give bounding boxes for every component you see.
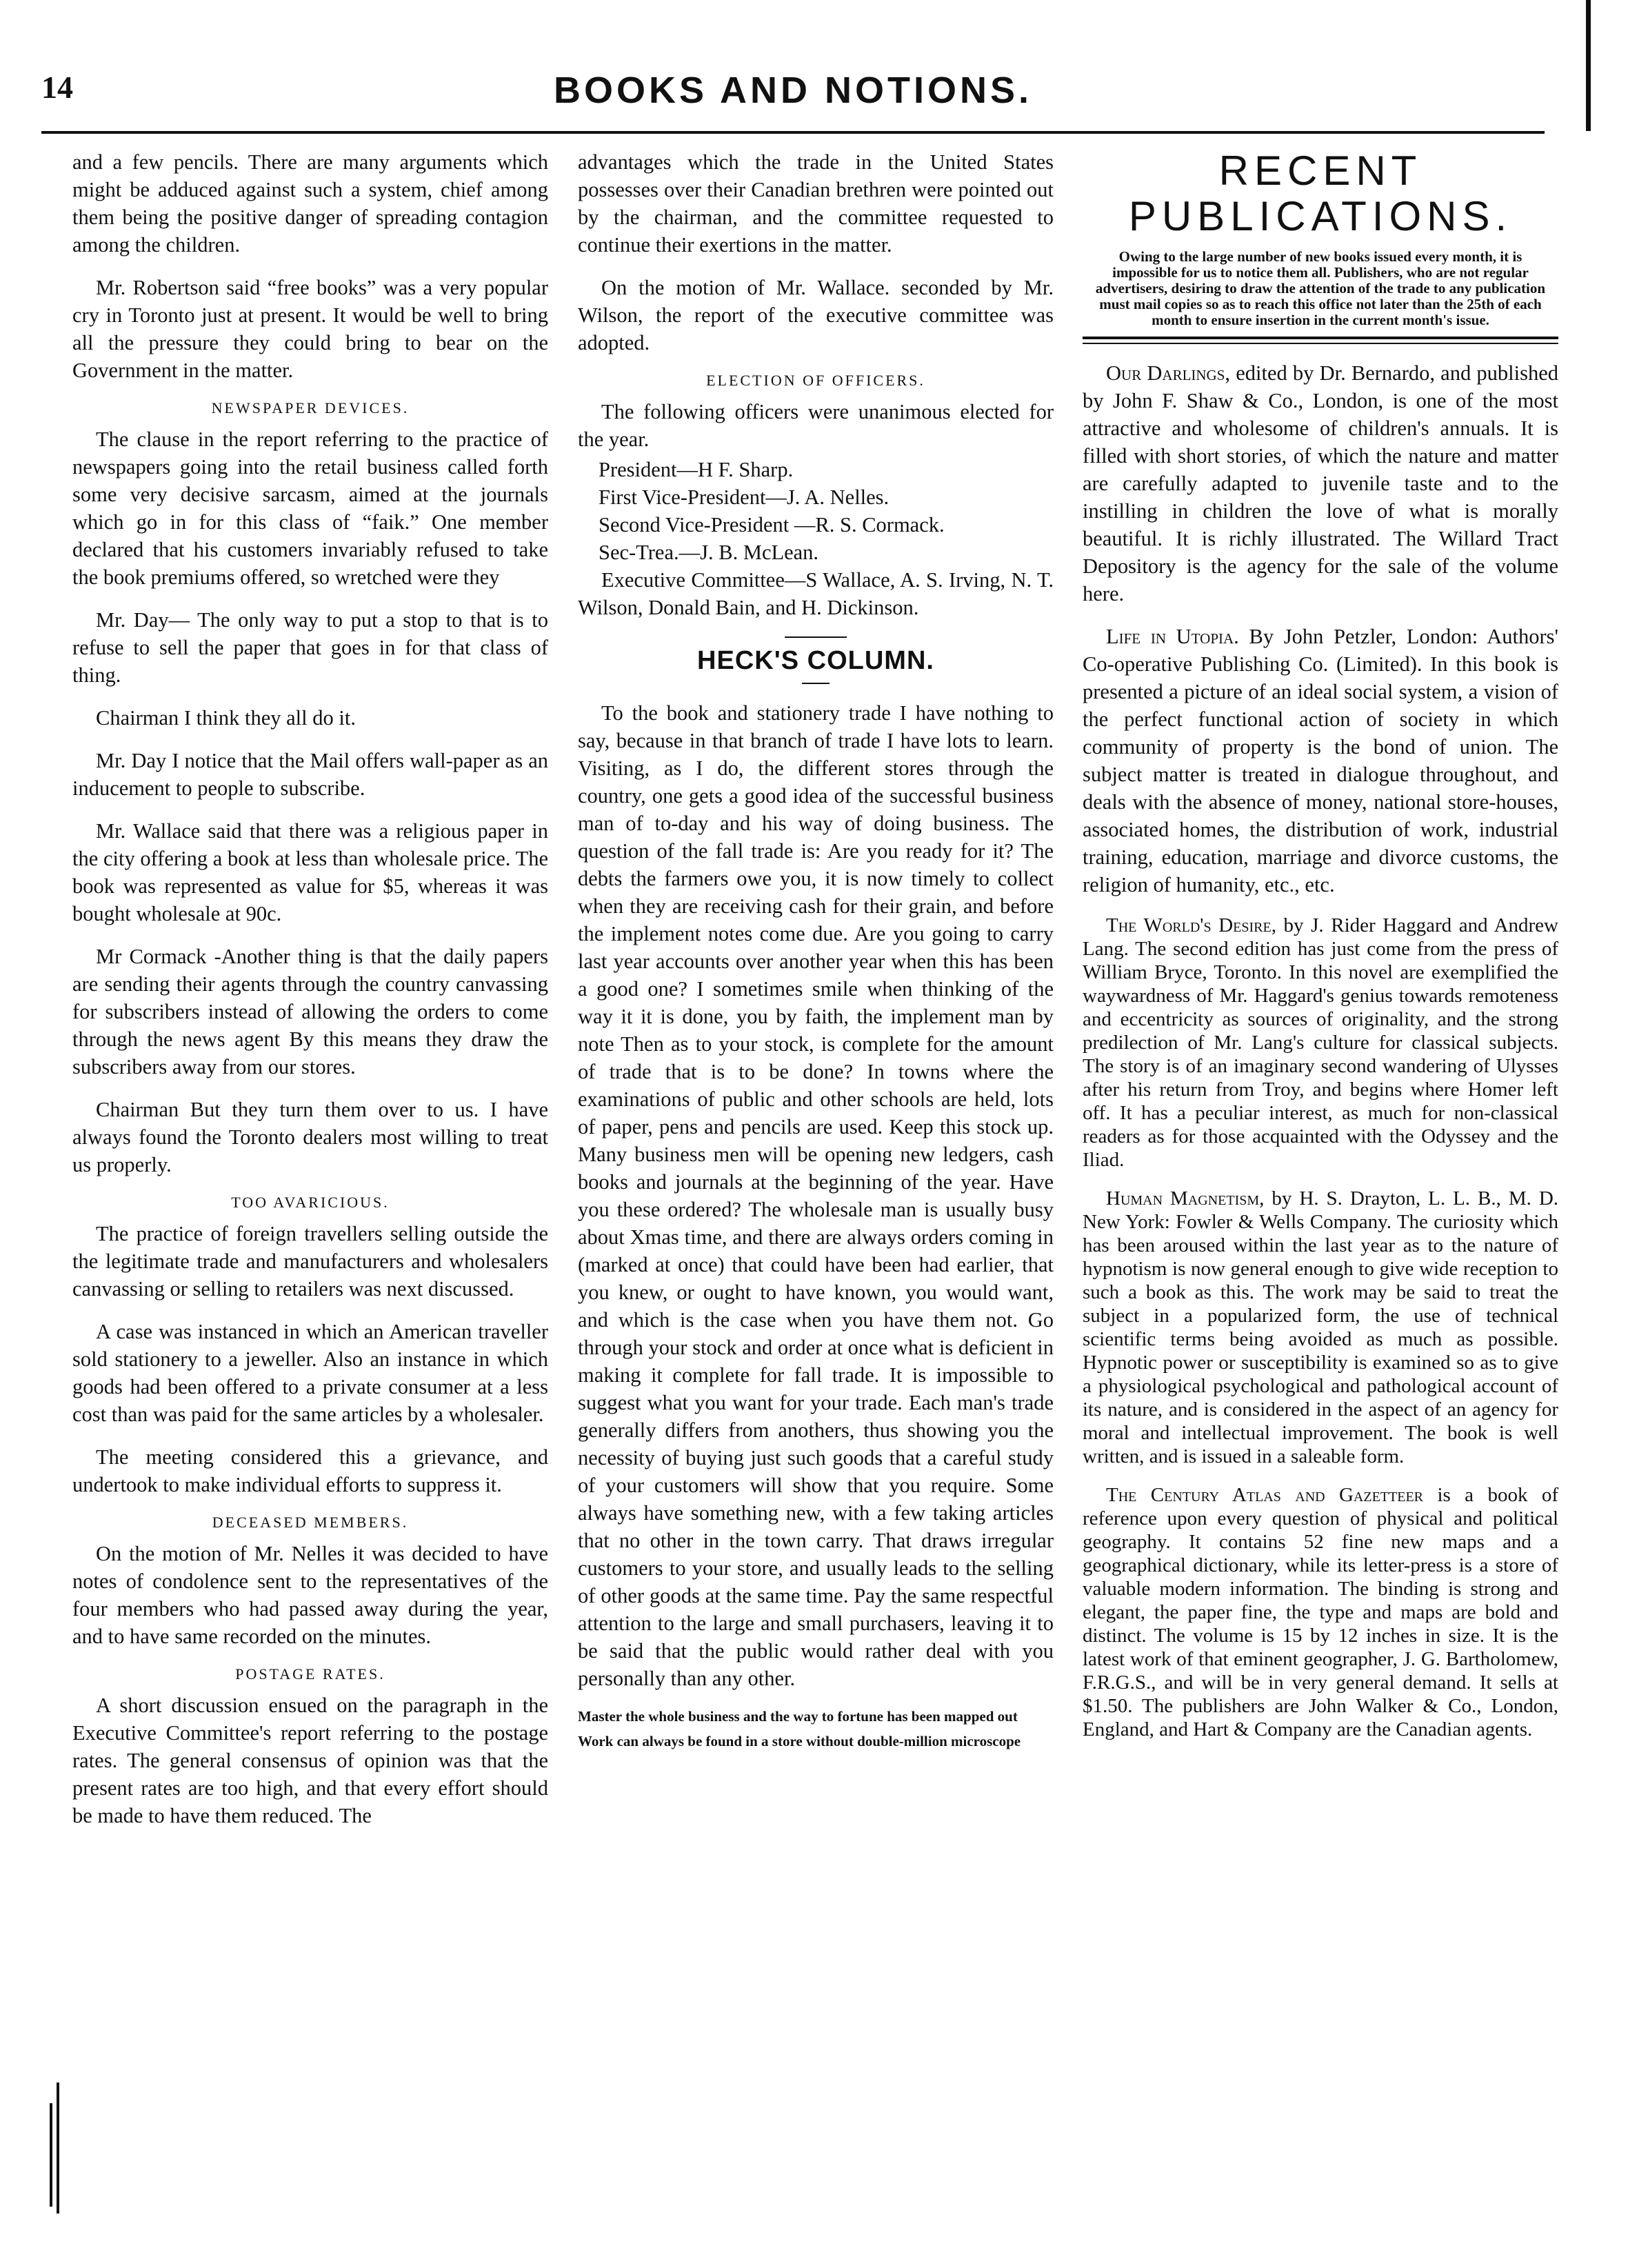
paragraph: Mr Cormack -Another thing is that the daily papers are sending their agents through the country canvassing for subscribers instead of allowing the orders to come through the news agent By this means they draw the subscribers away from our stores. [72,945,548,1078]
hecks-column-title: HECK'S COLUMN. [697,646,934,675]
review-our-darlings [1083,359,1558,608]
review-body: by J. Rider Haggard and Andrew Lang. The second edition has just come from the press of William Bryce, Toronto. In this novel are exemplified the waywardness of Mr. Haggard's genius towards remoteness and eccentricity as sources of originality, and the strong predilection of Mr. Lang's culture for classical subjects. The story is of an imaginary second wandering of Ulysses after his return from Troy, and begins where Homer left off. It has a peculiar interest, as much for non-classical readers as for those acquainted with the Odyssey and the Iliad. [1083,914,1558,1171]
paragraph: Mr. Wallace said that there was a religious paper in the city offering a book at less than wholesale price. The book was represented as value for $5, whereas it was bought wholesale at 90c. [72,819,548,925]
review-life-in-utopia [1083,623,1558,899]
section-title: PUBLICATIONS. [1128,193,1513,239]
review-title: Human Magnetism, [1106,1187,1265,1210]
paragraph: On the motion of Mr. Nelles it was decided to have notes of condolence sent to the representatives of the four members who had passed away during the year, and to have same recorded on the minutes. [72,1542,548,1648]
review-century-atlas [1083,1483,1558,1741]
paragraph: Mr. Robertson said “free books” was a very popular cry in Toronto just at present. It would be well to bring all the pressure they could bring to bear on the Government in the matter. [72,276,548,382]
column-1 [72,148,548,1845]
paragraph: Chairman But they turn them over to us. I have always found the Toronto dealers most willing to treat us properly. [72,1098,548,1176]
page-edge-mark [1586,0,1591,131]
paragraph: Chairman I think they all do it. [96,706,356,730]
paragraph: A case was instanced in which an American traveller sold stationery to a jeweller. Also an instance in which goods had been offered to a private consumer at a less cost than was paid for the same articles by a wholesaler. [72,1320,548,1426]
review-body: edited by Dr. Bernardo, and published by John F. Shaw & Co., London, is one of the most attractive and wholesome of children's annuals. It is filled with short stories, of which the nature and matter are carefully adapted to juvenile taste and to the instilling in children the love of what is morally beautiful. It is richly illustrated. The Willard Tract Depository is the agency for the sale of the volume here. [1083,361,1558,605]
subheading-deceased-members: DECEASED MEMBERS. [212,1514,409,1531]
review-worlds-desire [1083,914,1558,1172]
review-title: The Century Atlas and Gazetteer [1106,1484,1424,1506]
paragraph: Mr. Day I notice that the Mail offers wall-paper as an inducement to people to subscribe. [72,749,548,800]
review-title: Life in Utopia. [1106,625,1239,648]
paragraph: Mr. Day— The only way to put a stop to that is to refuse to sell the paper that goes in for that class of thing. [72,608,548,687]
subheading-postage-rates: POSTAGE RATES. [235,1665,385,1683]
officer-line: Sec-Trea.—J. B. McLean. [599,541,819,564]
officer-line: First Vice-President—J. A. Nelles. [599,485,890,509]
review-title: The World's Desire, [1106,914,1276,936]
paragraph: To the book and stationery trade I have nothing to say, because in that branch of trade I have lots to learn. Visiting, as I do, the different stores through the country, one gets a good idea of the successful business man of to-day and his way of doing business. The question of the fall trade is: Are you ready for it? The debts the farmers owe you, it is now timely to collect when they are receiving cash for their grain, and before the implement notes come due. Are you going to carry last year accounts over another year when this has been a good one? I sometimes smile when thinking of the way it it is done, you by faith, the implement man by note Then as to your stock, is complete for the amount of trade that is to be done? In towns where the examinations of public and other schools are held, lots of paper, pens and pencils are used. Keep this stock up. Many business men will be opening new ledgers, cash books and journals at the beginning of the year. Have you these ordered? The wholesale man is usually busy about Xmas time, and there are always orders coming in (marked at once) that could have been had earlier, that you knew, or ought to have known, you would want, and which is the case when you have them not. Go through your stock and order at once what is deficient in making it complete for fall trade. It is impossible to suggest what you want for your trade. Each man's trade generally differs from anothers, thus showing you the necessity of buying just such goods that a careful study of your customers will show that you require. Some always have something new, with a few taking articles that no other in the town carry. That draws irregular customers to your store, and usually leads to the selling of other goods at the same time. Pay the same respectful attention to the large and small purchasers, leaving it to be said that the public would rather deal with you personally than any other. [578,701,1054,1690]
subheading-election-of-officers: ELECTION OF OFFICERS. [706,372,925,389]
margin-mark [50,2103,52,2207]
filler-note: Master the whole business and the way to fortune has been mapped out [578,1708,1018,1725]
page-header [41,69,1545,124]
running-title: BOOKS AND NOTIONS. [553,70,1033,111]
section-title: RECENT [1218,148,1423,194]
header-rule [41,131,1545,134]
paragraph: The practice of foreign travellers selling outside the the legitimate trade and manufacturers and wholesalers canvassing or selling to retailers was next discussed. [72,1222,548,1301]
paragraph: On the motion of Mr. Wallace. seconded by Mr. Wilson, the report of the executive committee was adopted. [578,276,1054,354]
paragraph: The following officers were unanimous elected for the year. [578,400,1054,451]
margin-mark [57,2083,59,2214]
column-2 [578,148,1054,1754]
paragraph: The clause in the report referring to the practice of newspapers going into the retail business called forth some very decisive sarcasm, aimed at the journals which go in for this class of “faik.” One member declared that his customers invariably refused to take the book premiums offered, so wretched were they [72,428,548,589]
subheading-newspaper-devices: NEWSPAPER DEVICES. [211,399,410,417]
review-body: by H. S. Drayton, L. L. B., M. D. New York: Fowler & Wells Company. The curiosity which has been aroused within the last year as to the nature of hypnotism is now general enough to give wide reception to such a book as this. The work may be said to treat the subject in a popularized form, the use of technical scientific terms being avoided as much as possible. Hypnotic power or susceptibility is examined so as to give a physiological psychological and pathological account of its nature, and is considered in the aspect of an agency for moral and intellectual improvement. The book is well written, and is issued in a saleable form. [1083,1187,1559,1467]
publisher-notice: Owing to the large number of new books issued every month, it is impossible for us to notice them all. Publishers, who are not regular advertisers, desiring to draw the attention of the trade to any publication must mail copies so as to reach this office not later than the 25th of each month to ensure insertion in the current month's issue. [1095,248,1546,328]
officer-line: Second Vice-President —R. S. Cormack. [599,513,945,536]
review-body: By John Petzler, London: Authors' Co-operative Publishing Co. (Limited). In this book is presented a picture of an ideal social system, a vision of the perfect functional action of society in which community of property is the bond of union. The subject matter is treated in dialogue throughout, and deals with the absence of money, national store-houses, associated homes, the distribution of work, industrial training, education, marriage and divorce customs, the religion of humanity, etc., etc. [1083,625,1558,896]
section-rule [802,683,830,684]
column-3 [1083,148,1558,1756]
review-human-magnetism [1083,1187,1558,1468]
paragraph: The meeting considered this a grievance, and undertook to make individual efforts to suppress it. [72,1445,548,1496]
section-rule [785,636,847,638]
paragraph: and a few pencils. There are many arguments which might be adduced against such a system, chief among them being the positive danger of spreading contagion among the children. [72,150,548,257]
page-number: 14 [41,70,73,105]
filler-note: Work can always be found in a store without double-million microscope [578,1733,1021,1749]
review-body: is a book of reference upon every question of physical and political geography. It contains 52 fine new maps and a geographical dictionary, while its letter-press is a store of valuable modern information. The binding is strong and elegant, the paper fine, the type and maps are bold and distinct. The volume is 15 by 12 inches in size. It is the latest work of that eminent geographer, J. G. Bartholomew, F.R.G.S., and will be in very general demand. It sells at $1.50. The publishers are John Walker & Co., London, England, and Hart & Company are the Canadian agents. [1083,1484,1559,1740]
paragraph: Executive Committee—S Wallace, A. S. Irving, N. T. Wilson, Donald Bain, and H. Dickinson. [578,568,1054,619]
review-title: Our Darlings, [1106,361,1231,385]
section-rule [1083,337,1558,344]
officer-line: President—H F. Sharp. [599,458,794,481]
paragraph: A short discussion ensued on the paragraph in the Executive Committee's report referring to the postage rates. The general consensus of opinion was that the present rates are too high, and that every effort should be made to have them reduced. The [72,1694,548,1827]
subheading-too-avaricious: TOO AVARICIOUS. [231,1194,390,1211]
paragraph: advantages which the trade in the United States possesses over their Canadian brethren were pointed out by the chairman, and the committee requested to continue their exertions in the matter. [578,150,1054,257]
